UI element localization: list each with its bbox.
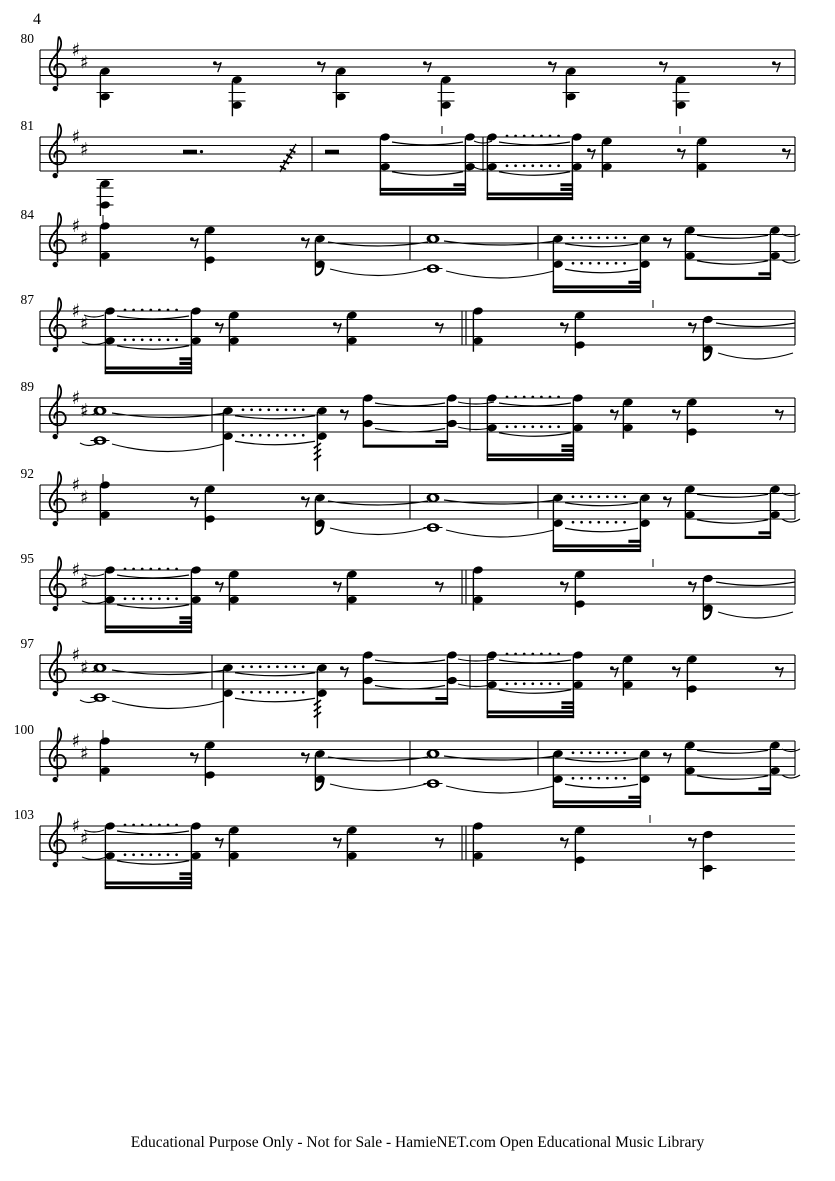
measure-number: 100: [13, 722, 34, 737]
system-m103: [40, 813, 795, 890]
system-m97: [40, 642, 795, 729]
key-sharp-icon: ♯: [71, 388, 81, 409]
footer-text: Educational Purpose Only - Not for Sale - HamieNET.com Open Educational Music Library: [130, 1134, 705, 1151]
measure-number: 80: [20, 31, 34, 46]
key-sharp-icon: ♯: [80, 572, 89, 594]
measure-number: 89: [20, 379, 34, 394]
key-sharp-icon: ♯: [80, 828, 89, 850]
key-sharp-icon: ♯: [71, 40, 81, 61]
key-sharp-icon: ♯: [80, 743, 89, 765]
system-m89: [40, 385, 795, 472]
system-m95: [40, 557, 795, 634]
measure-number: 95: [20, 551, 34, 566]
measure-number: 87: [20, 292, 34, 307]
key-sharp-icon: ♯: [80, 228, 89, 250]
key-sharp-icon: ♯: [71, 301, 81, 322]
system-m100: [40, 728, 800, 809]
measure-number: 81: [20, 118, 34, 133]
key-sharp-icon: ♯: [71, 645, 81, 666]
key-sharp-icon: ♯: [80, 657, 89, 679]
key-sharp-icon: ♯: [71, 127, 81, 148]
system-m81: [40, 124, 795, 217]
key-sharp-icon: ♯: [71, 816, 81, 837]
key-sharp-icon: ♯: [80, 139, 89, 161]
measure-number: 97: [20, 636, 34, 651]
key-sharp-icon: ♯: [80, 313, 89, 335]
key-sharp-icon: ♯: [71, 731, 81, 752]
system-m80: [40, 37, 795, 117]
key-sharp-icon: ♯: [71, 216, 81, 237]
system-m92: [40, 472, 800, 553]
key-sharp-icon: ♯: [80, 487, 89, 509]
key-sharp-icon: ♯: [80, 400, 89, 422]
key-sharp-icon: ♯: [71, 560, 81, 581]
page-number: 4: [33, 11, 41, 28]
measure-number: 103: [13, 807, 34, 822]
measure-number: 84: [20, 207, 34, 222]
key-sharp-icon: ♯: [71, 475, 81, 496]
key-sharp-icon: ♯: [80, 52, 89, 74]
system-m87: [40, 298, 795, 375]
measure-number: 92: [20, 466, 34, 481]
system-m84: [40, 213, 800, 294]
